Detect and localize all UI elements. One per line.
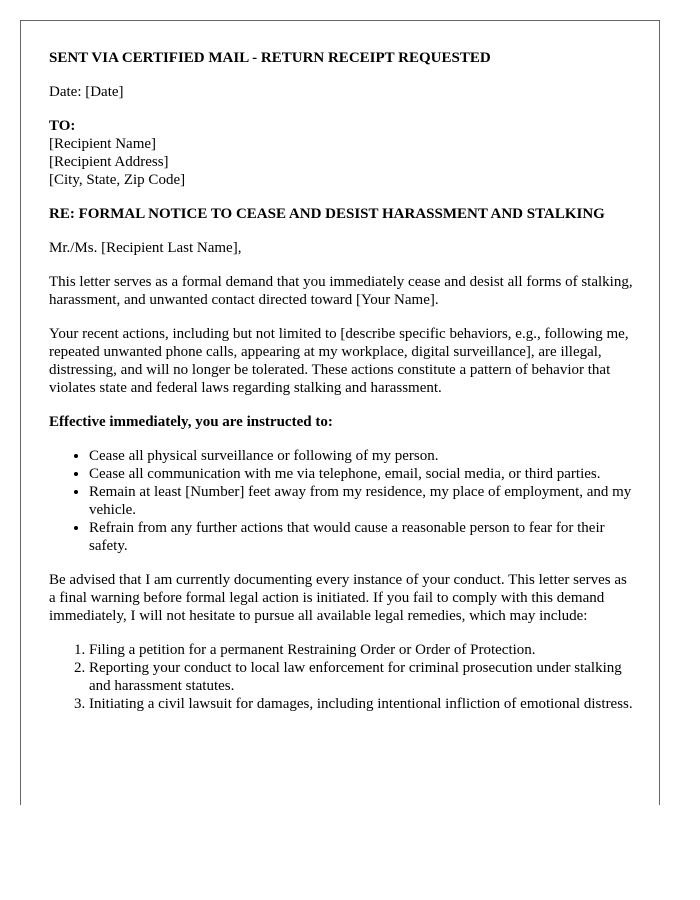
remedies-list xyxy=(49,641,634,713)
letter-page xyxy=(20,20,660,805)
instructions-list xyxy=(49,447,634,555)
salutation: Mr./Ms. [Recipient Last Name], xyxy=(49,240,242,256)
paragraph-actions: Your recent actions, including but not limited to [describe specific behaviors, e.g., following me, repeated unwanted phone calls, appearing at my workplace, digital surveillance], are illegal, distressing, and will no longer be tolerated. These actions constitute a pattern of behavior that violates state and federal laws regarding stalking and harassment. xyxy=(49,326,629,396)
to-label: TO: xyxy=(49,118,76,134)
list-item: • Cease all communication with me via telephone, email, social media, or third parties. xyxy=(89,465,634,483)
instructions-heading: Effective immediately, you are instructed to: xyxy=(49,414,333,430)
recipient-address: [Recipient Address] xyxy=(49,154,169,170)
letter-date: Date: [Date] xyxy=(49,84,124,100)
paragraph-demand: This letter serves as a formal demand that you immediately cease and desist all forms of stalking, harassment, and unwanted contact directed toward [Your Name]. xyxy=(49,274,633,308)
list-item: • Refrain from any further actions that would cause a reasonable person to fear for their safety. xyxy=(89,519,634,555)
recipient-block xyxy=(49,117,634,189)
paragraph-warning: Be advised that I am currently documenting every instance of your conduct. This letter serves as a final warning before formal legal action is initiated. If you fail to comply with this demand immediately, I will not hesitate to pursue all available legal remedies, which may include: xyxy=(49,572,627,624)
list-item: 3. Initiating a civil lawsuit for damages, including intentional infliction of emotional distress. xyxy=(89,695,634,713)
recipient-name: [Recipient Name] xyxy=(49,136,157,152)
mail-header: SENT VIA CERTIFIED MAIL - RETURN RECEIPT REQUESTED xyxy=(49,50,491,66)
list-item: • Cease all physical surveillance or following of my person. xyxy=(89,447,634,465)
subject-line: RE: FORMAL NOTICE TO CEASE AND DESIST HARASSMENT AND STALKING xyxy=(49,206,605,222)
list-item: 1. Filing a petition for a permanent Restraining Order or Order of Protection. xyxy=(89,641,634,659)
letter-content xyxy=(49,49,634,729)
list-item: • Remain at least [Number] feet away from my residence, my place of employment, and my vehicle. xyxy=(89,483,634,519)
list-item: 2. Reporting your conduct to local law enforcement for criminal prosecution under stalking and harassment statutes. xyxy=(89,659,634,695)
recipient-city-state-zip: [City, State, Zip Code] xyxy=(49,172,186,188)
